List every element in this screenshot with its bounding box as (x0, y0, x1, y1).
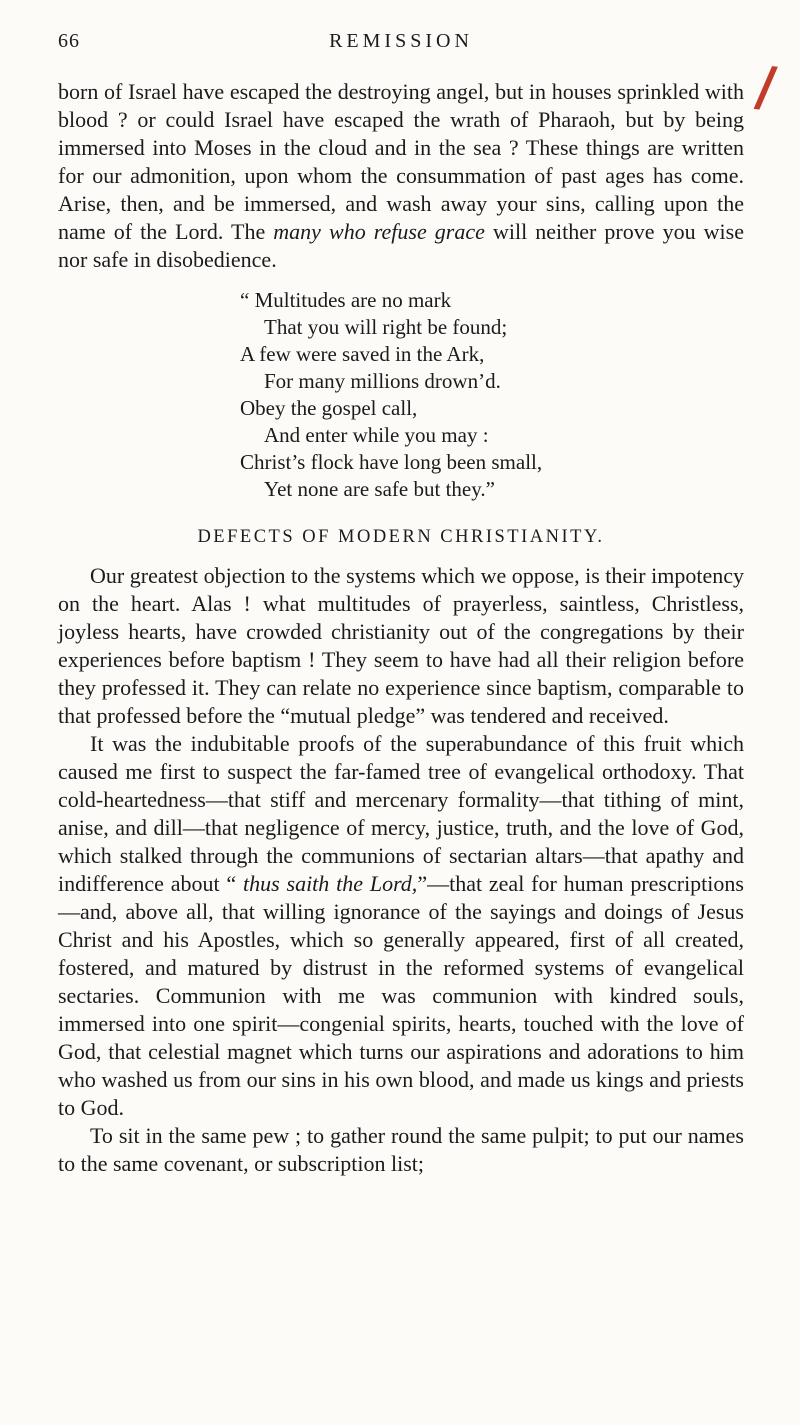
hymn-line: For many millions drown’d. (264, 369, 501, 393)
paragraph-orthodoxy (58, 730, 744, 1122)
hymn-line: And enter while you may : (264, 423, 489, 447)
hymn-line: “ Multitudes are no mark (240, 288, 452, 312)
hymn-line: Christ’s flock have long been small, (240, 450, 543, 474)
paragraph-text: will neither prove you wise nor safe in disobedience. (58, 219, 744, 272)
hymn-line: That you will right be found; (264, 315, 508, 339)
paragraph-text: ”—that zeal for human prescriptions—and, above all, that willing ignorance of the sayings and doings of Jesus Christ and his Apostles, which so generally appeared, first of all created, fostered, and matured by distrust in the reformed systems of evangelical sectaries. Communion with me was communion with kindred souls, immersed into one spirit—congenial spirits, hearts, touched with the love of God, that celestial magnet which turns our aspirations and adorations to him who washed us from our sins in his own blood, and made us kings and priests to God. (58, 871, 744, 1120)
paragraph-text: born of Israel have escaped the destroying angel, but in houses sprinkled with blood ? or could Israel have escaped the wrath of Pharaoh, but by being immersed into Moses in the cloud and in the sea ? These things are written for our admonition, upon whom the consummation of past ages has come. Arise, then, and be immersed, and wash away your sins, calling upon the name of the Lord. The (58, 79, 744, 244)
italic-phrase: many who refuse grace (273, 219, 485, 244)
red-pen-mark: / (753, 54, 780, 119)
hymn-quote (240, 287, 744, 503)
paragraph-text: It was the indubitable proofs of the superabundance of this fruit which caused me first to suspect the far-famed tree of evangelical orthodoxy. That cold-heartedness—that stiff and mercenary formality—that tithing of mint, anise, and dill—that negligence of mercy, justice, truth, and the love of God, which stalked through the communions of sectarian altars—that apathy and indifference about “ (58, 731, 744, 896)
paragraph-defects: Our greatest objection to the systems which we oppose, is their impotency on the heart. Alas ! what multitudes of prayerless, saintless, Christless, joyless hearts, have crowded christianity out of the congregations by their experiences before baptism ! They seem to have had all their religion before they professed it. They can relate no experience since baptism, comparable to that professed before the “mutual pledge” was tendered and received. (58, 563, 744, 728)
page-header (58, 30, 744, 58)
hymn-line: A few were saved in the Ark, (240, 342, 485, 366)
italic-phrase: thus saith the Lord, (243, 871, 418, 896)
hymn-line: Yet none are safe but they.” (264, 477, 495, 501)
running-header: REMISSION (329, 30, 473, 52)
paragraph-continuation (58, 78, 744, 274)
section-heading: DEFECTS OF MODERN CHRISTIANITY. (197, 527, 605, 547)
page-number: 66 (58, 30, 80, 52)
paragraph-pew: To sit in the same pew ; to gather round the same pulpit; to put our names to the same covenant, or subscription list; (58, 1123, 744, 1176)
hymn-line: Obey the gospel call, (240, 396, 418, 420)
